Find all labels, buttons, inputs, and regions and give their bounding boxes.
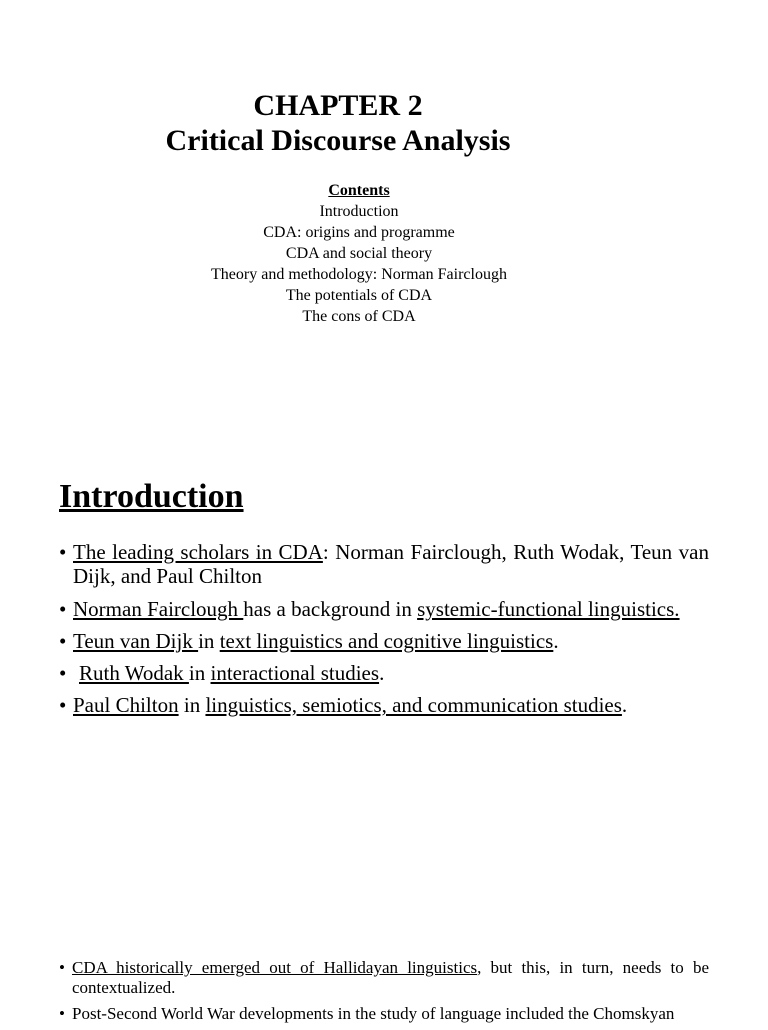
bullet-item	[59, 1004, 709, 1024]
bullet-text: Post-Second World War developments in the study of language included the Chomskyan	[72, 1004, 675, 1023]
contents-item: Theory and methodology: Norman Fairclough	[211, 266, 507, 283]
bullet-item	[59, 958, 709, 998]
contents-item: Introduction	[319, 203, 399, 220]
introduction-bullet-list	[59, 540, 709, 717]
chapter-title	[0, 88, 676, 158]
chapter-number: CHAPTER 2	[253, 89, 423, 122]
bullet-text: in	[188, 661, 211, 685]
underlined-text: interactional studies	[210, 661, 380, 685]
table-of-contents	[0, 180, 718, 327]
underlined-text: The leading scholars in CDA	[73, 540, 323, 564]
bullet-text: .	[553, 629, 559, 653]
bullet-text: , but this, in turn, needs to be contextualized.	[72, 958, 709, 997]
contents-item: The cons of CDA	[302, 308, 416, 325]
bullet-text: in	[198, 629, 220, 653]
contents-item: The potentials of CDA	[285, 287, 433, 304]
underlined-text: text linguistics and cognitive linguistics	[219, 629, 554, 653]
bullet-item	[59, 597, 709, 621]
bullet-text: in	[178, 693, 206, 717]
bullet-text: has a background in	[243, 597, 418, 621]
underlined-text: Paul Chilton	[73, 693, 179, 717]
contents-item: CDA and social theory	[285, 245, 433, 262]
bullet-item	[59, 540, 709, 588]
bullet-text: .	[379, 661, 385, 685]
section-heading: Introduction	[59, 478, 244, 515]
bullet-text: .	[621, 693, 628, 717]
underlined-text: Norman Fairclough	[73, 597, 244, 621]
chapter-name: Critical Discourse Analysis	[165, 124, 511, 157]
bullet-item	[59, 693, 709, 717]
underlined-text: systemic-functional linguistics.	[417, 597, 680, 621]
bullet-item	[59, 661, 709, 685]
underlined-text: Ruth Wodak	[79, 661, 189, 685]
underlined-text: linguistics, semiotics, and communication studies	[205, 693, 622, 717]
underlined-text: CDA historically emerged out of Hallidayan linguistics	[72, 958, 478, 977]
next-page-bullet-list	[59, 958, 709, 1030]
underlined-text: Teun van Dijk	[73, 629, 199, 653]
bullet-item	[59, 629, 709, 653]
bullet-text: : Norman Fairclough, Ruth Wodak, Teun van Dijk, and Paul Chilton	[73, 540, 709, 588]
contents-item: CDA: origins and programme	[263, 224, 455, 241]
contents-heading: Contents	[328, 182, 390, 199]
